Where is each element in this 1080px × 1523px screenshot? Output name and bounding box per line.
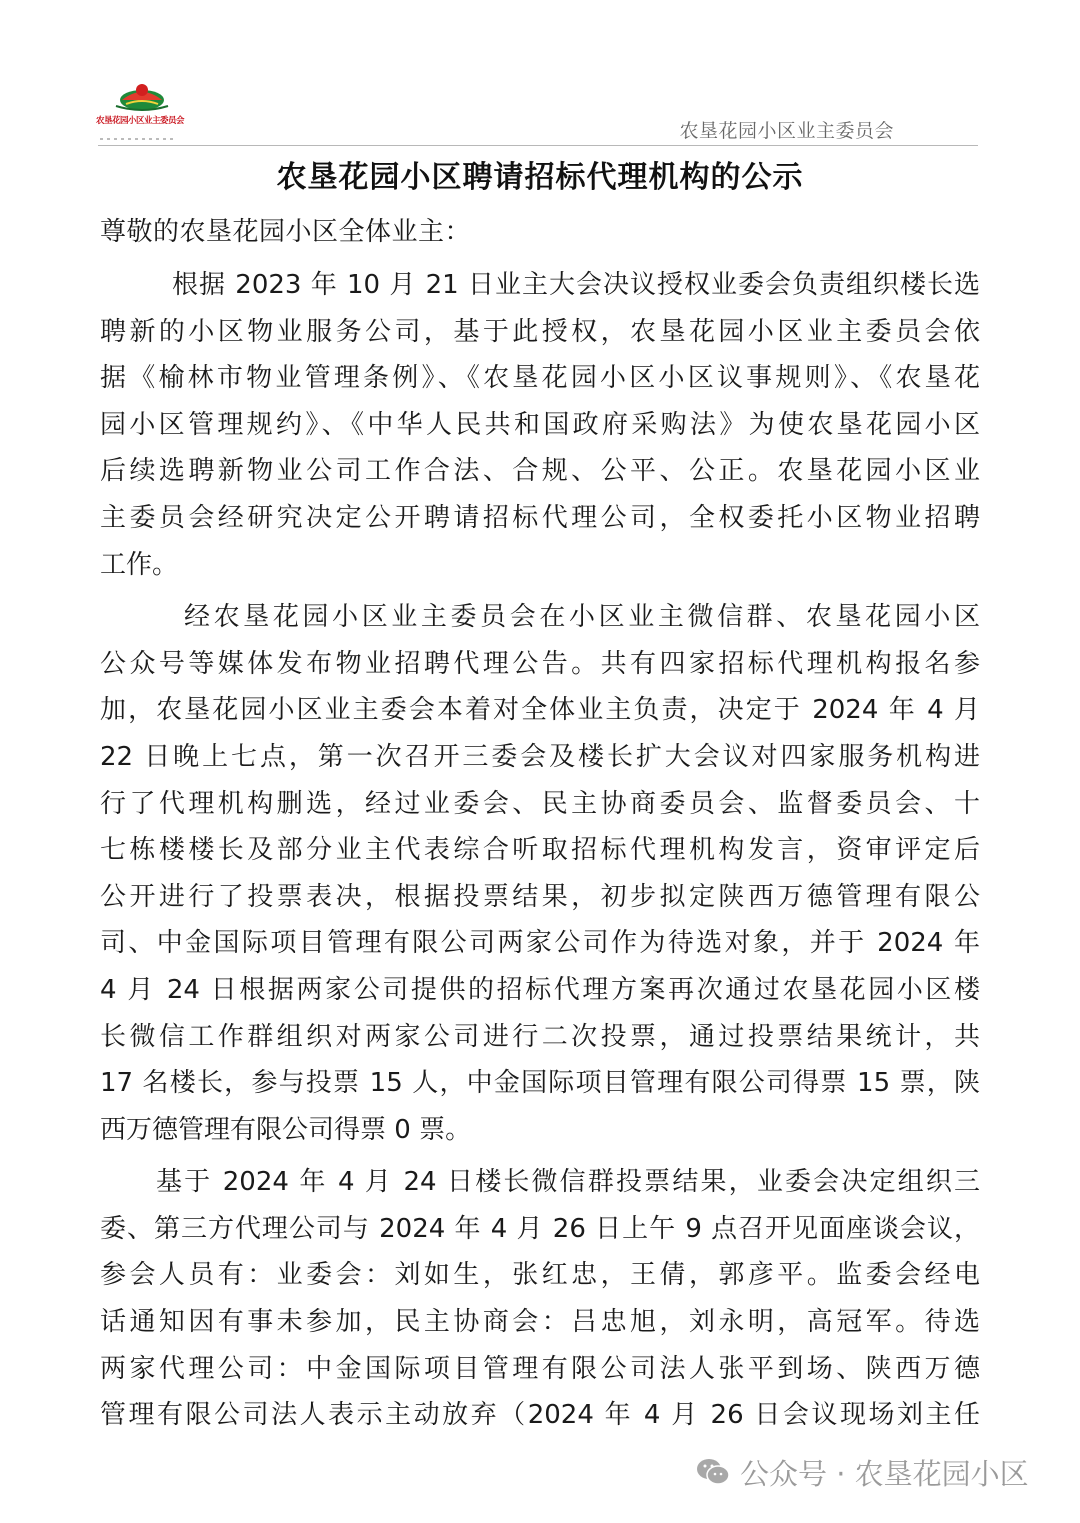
body-line: 据《榆林市物业管理条例》、《农垦花园小区小区议事规则》、《农垦花 [100, 363, 980, 394]
body-line: 工作。 [100, 549, 179, 580]
watermark-text: 公众号 · 农垦花园小区 [740, 1456, 1029, 1491]
body-line: 管理有限公司法人表示主动放弃（2024 年 4 月 26 日会议现场刘主任 [100, 1400, 980, 1431]
watermark [696, 1452, 1029, 1492]
body-line: 话通知因有事未参加，民主协商会：吕忠旭，刘永明，高冠军。待选 [100, 1307, 980, 1338]
wechat-icon [696, 1457, 730, 1487]
body-line: 西万德管理有限公司得票 0 票。 [100, 1114, 472, 1145]
body-line: 行了代理机构删选，经过业委会、民主协商委员会、监督委员会、十 [100, 788, 980, 819]
salutation: 尊敬的农垦花园小区全体业主： [100, 217, 472, 247]
body-line: 参会人员有：业委会：刘如生，张红忠，王倩，郭彦平。监委会经电 [100, 1260, 980, 1291]
body-line: 根据 2023 年 10 月 21 日业主大会决议授权业委会负责组织楼长选 [172, 270, 980, 300]
body-line: 加，农垦花园小区业主委会本着对全体业主负责，决定于 2024 年 4 月 [100, 695, 980, 726]
body-line: 4 月 24 日根据两家公司提供的招标代理方案再次通过农垦花园小区楼 [100, 974, 980, 1005]
body-line: 聘新的小区物业服务公司，基于此授权，农垦花园小区业主委员会依 [100, 316, 980, 347]
body-line: 司、中金国际项目管理有限公司两家公司作为待选对象，并于 2024 年 [100, 928, 980, 959]
body-line: 公众号等媒体发布物业招聘代理公告。共有四家招标代理机构报名参 [100, 648, 980, 679]
logo-text: 农垦花园小区业主委员会 [96, 116, 185, 126]
logo-emblem-icon [96, 78, 188, 114]
body-line: 七栋楼楼长及部分业主代表综合听取招标代理机构发言，资审评定后 [100, 835, 980, 866]
document-body [100, 262, 980, 1439]
header-divider [98, 145, 978, 146]
body-line: 经农垦花园小区业主委员会在小区业主微信群、农垦花园小区 [184, 602, 980, 633]
body-line: 两家代理公司：中金国际项目管理有限公司法人张平到场、陕西万德 [100, 1353, 980, 1384]
body-line: 公开进行了投票表决，根据投票结果，初步拟定陕西万德管理有限公 [100, 881, 980, 912]
body-line: 主委员会经研究决定公开聘请招标代理公司，全权委托小区物业招聘 [100, 502, 980, 533]
body-line: 22 日晚上七点，第一次召开三委会及楼长扩大会议对四家服务机构进 [100, 741, 980, 772]
body-line: 17 名楼长，参与投票 15 人，中金国际项目管理有限公司得票 15 票，陕 [100, 1068, 980, 1099]
body-line: 后续选聘新物业公司工作合法、合规、公平、公正。农垦花园小区业 [100, 456, 980, 487]
body-line: 基于 2024 年 4 月 24 日楼长微信群投票结果，业委会决定组织三 [156, 1167, 980, 1198]
page-title: 农垦花园小区聘请招标代理机构的公示 [276, 160, 804, 195]
header-org-name: 农垦花园小区业主委员会 [679, 120, 894, 142]
body-line: 委、第三方代理公司与 2024 年 4 月 26 日上午 9 点召开见面座谈会议， [100, 1213, 980, 1244]
body-line: 园小区管理规约》、《中华人民共和国政府采购法》为使农垦花园小区 [100, 409, 980, 440]
body-line: 长微信工作群组织对两家公司进行二次投票，通过投票结果统计，共 [100, 1021, 980, 1052]
logo [96, 78, 188, 130]
logo-dots [100, 125, 184, 127]
